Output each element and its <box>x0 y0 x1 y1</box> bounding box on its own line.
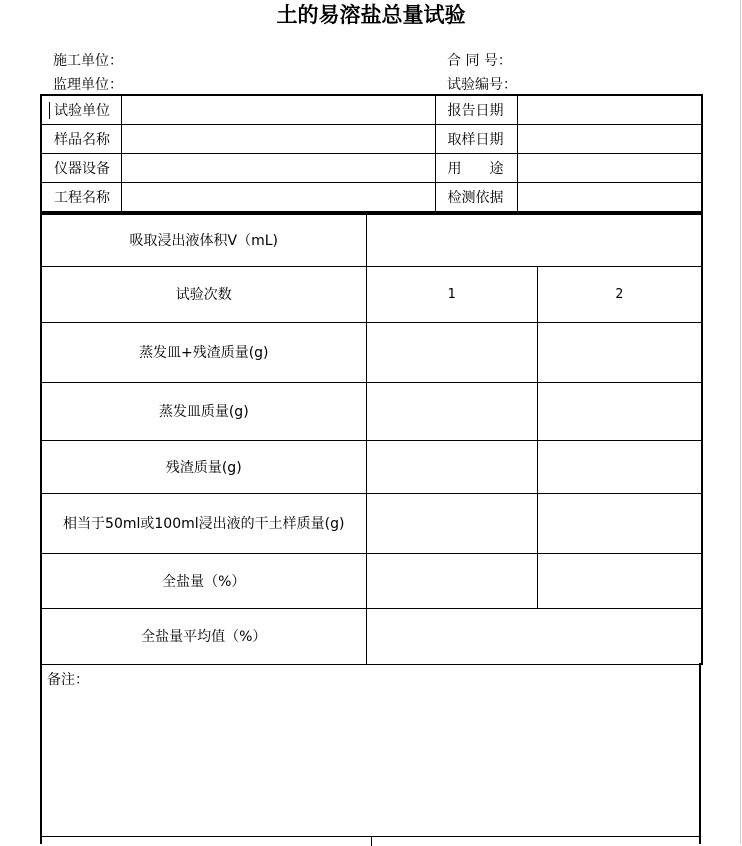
sample-name-value[interactable] <box>121 125 435 154</box>
sampling-date-value[interactable] <box>517 125 702 154</box>
signature-row-divider <box>371 836 372 846</box>
info-row <box>41 183 702 213</box>
info-row <box>41 95 702 125</box>
test-count-label: 试验次数 <box>41 266 366 322</box>
page-edge-line <box>740 0 741 844</box>
project-name-value[interactable] <box>121 183 435 213</box>
test-basis-value[interactable] <box>517 183 702 213</box>
report-date-label: 报告日期 <box>435 95 517 125</box>
test-no-label: 试验编号： <box>447 77 517 93</box>
test-unit-label: 试验单位 <box>41 95 121 125</box>
dish-mass-label: 蒸发皿质量(g) <box>41 382 366 440</box>
project-name-label: 工程名称 <box>41 183 121 213</box>
remarks-label: 备注： <box>47 672 89 688</box>
test-table <box>40 213 703 665</box>
total-salt-label: 全盐量（%） <box>41 553 366 608</box>
supervision-unit-label: 监理单位： <box>53 77 123 93</box>
table-row <box>41 322 702 382</box>
purpose-value[interactable] <box>517 154 702 183</box>
total-salt-1[interactable] <box>366 553 537 608</box>
dry-soil-mass-label: 相当于50ml或100ml浸出液的干土样质量(g) <box>41 493 366 553</box>
residue-mass-1[interactable] <box>366 440 537 493</box>
total-salt-2[interactable] <box>537 553 702 608</box>
dish-mass-1[interactable] <box>366 382 537 440</box>
leachate-volume-label: 吸取浸出液体积V（mL) <box>41 214 366 266</box>
test-1-header: 1 <box>366 266 537 322</box>
construction-unit-label: 施工单位： <box>53 53 123 69</box>
dry-soil-mass-2[interactable] <box>537 493 702 553</box>
instrument-value[interactable] <box>121 154 435 183</box>
residue-mass-label: 残渣质量(g) <box>41 440 366 493</box>
table-row <box>41 608 702 664</box>
instrument-label: 仪器设备 <box>41 154 121 183</box>
test-2-header: 2 <box>537 266 702 322</box>
leachate-volume-value[interactable] <box>366 214 702 266</box>
total-salt-avg-label: 全盐量平均值（%） <box>41 608 366 664</box>
dish-residue-mass-1[interactable] <box>366 322 537 382</box>
table-row <box>41 553 702 608</box>
table-row <box>41 382 702 440</box>
page-title: 土的易溶盐总量试验 <box>276 2 466 27</box>
dish-residue-mass-label: 蒸发皿+残渣质量(g) <box>41 322 366 382</box>
contract-no-label: 合 同 号： <box>447 53 512 69</box>
text-cursor <box>49 102 50 119</box>
sample-name-label: 样品名称 <box>41 125 121 154</box>
total-salt-avg-value[interactable] <box>366 608 702 664</box>
dish-residue-mass-2[interactable] <box>537 322 702 382</box>
report-date-value[interactable] <box>517 95 702 125</box>
test-basis-label: 检测依据 <box>435 183 517 213</box>
purpose-label: 用 途 <box>435 154 517 183</box>
dry-soil-mass-1[interactable] <box>366 493 537 553</box>
info-row <box>41 154 702 183</box>
table-row <box>41 214 702 266</box>
table-row <box>41 266 702 322</box>
table-row <box>41 440 702 493</box>
dish-mass-2[interactable] <box>537 382 702 440</box>
residue-mass-2[interactable] <box>537 440 702 493</box>
info-table <box>40 94 703 213</box>
table-row <box>41 493 702 553</box>
test-unit-value[interactable] <box>121 95 435 125</box>
sampling-date-label: 取样日期 <box>435 125 517 154</box>
info-row <box>41 125 702 154</box>
remarks-area[interactable] <box>40 663 701 844</box>
